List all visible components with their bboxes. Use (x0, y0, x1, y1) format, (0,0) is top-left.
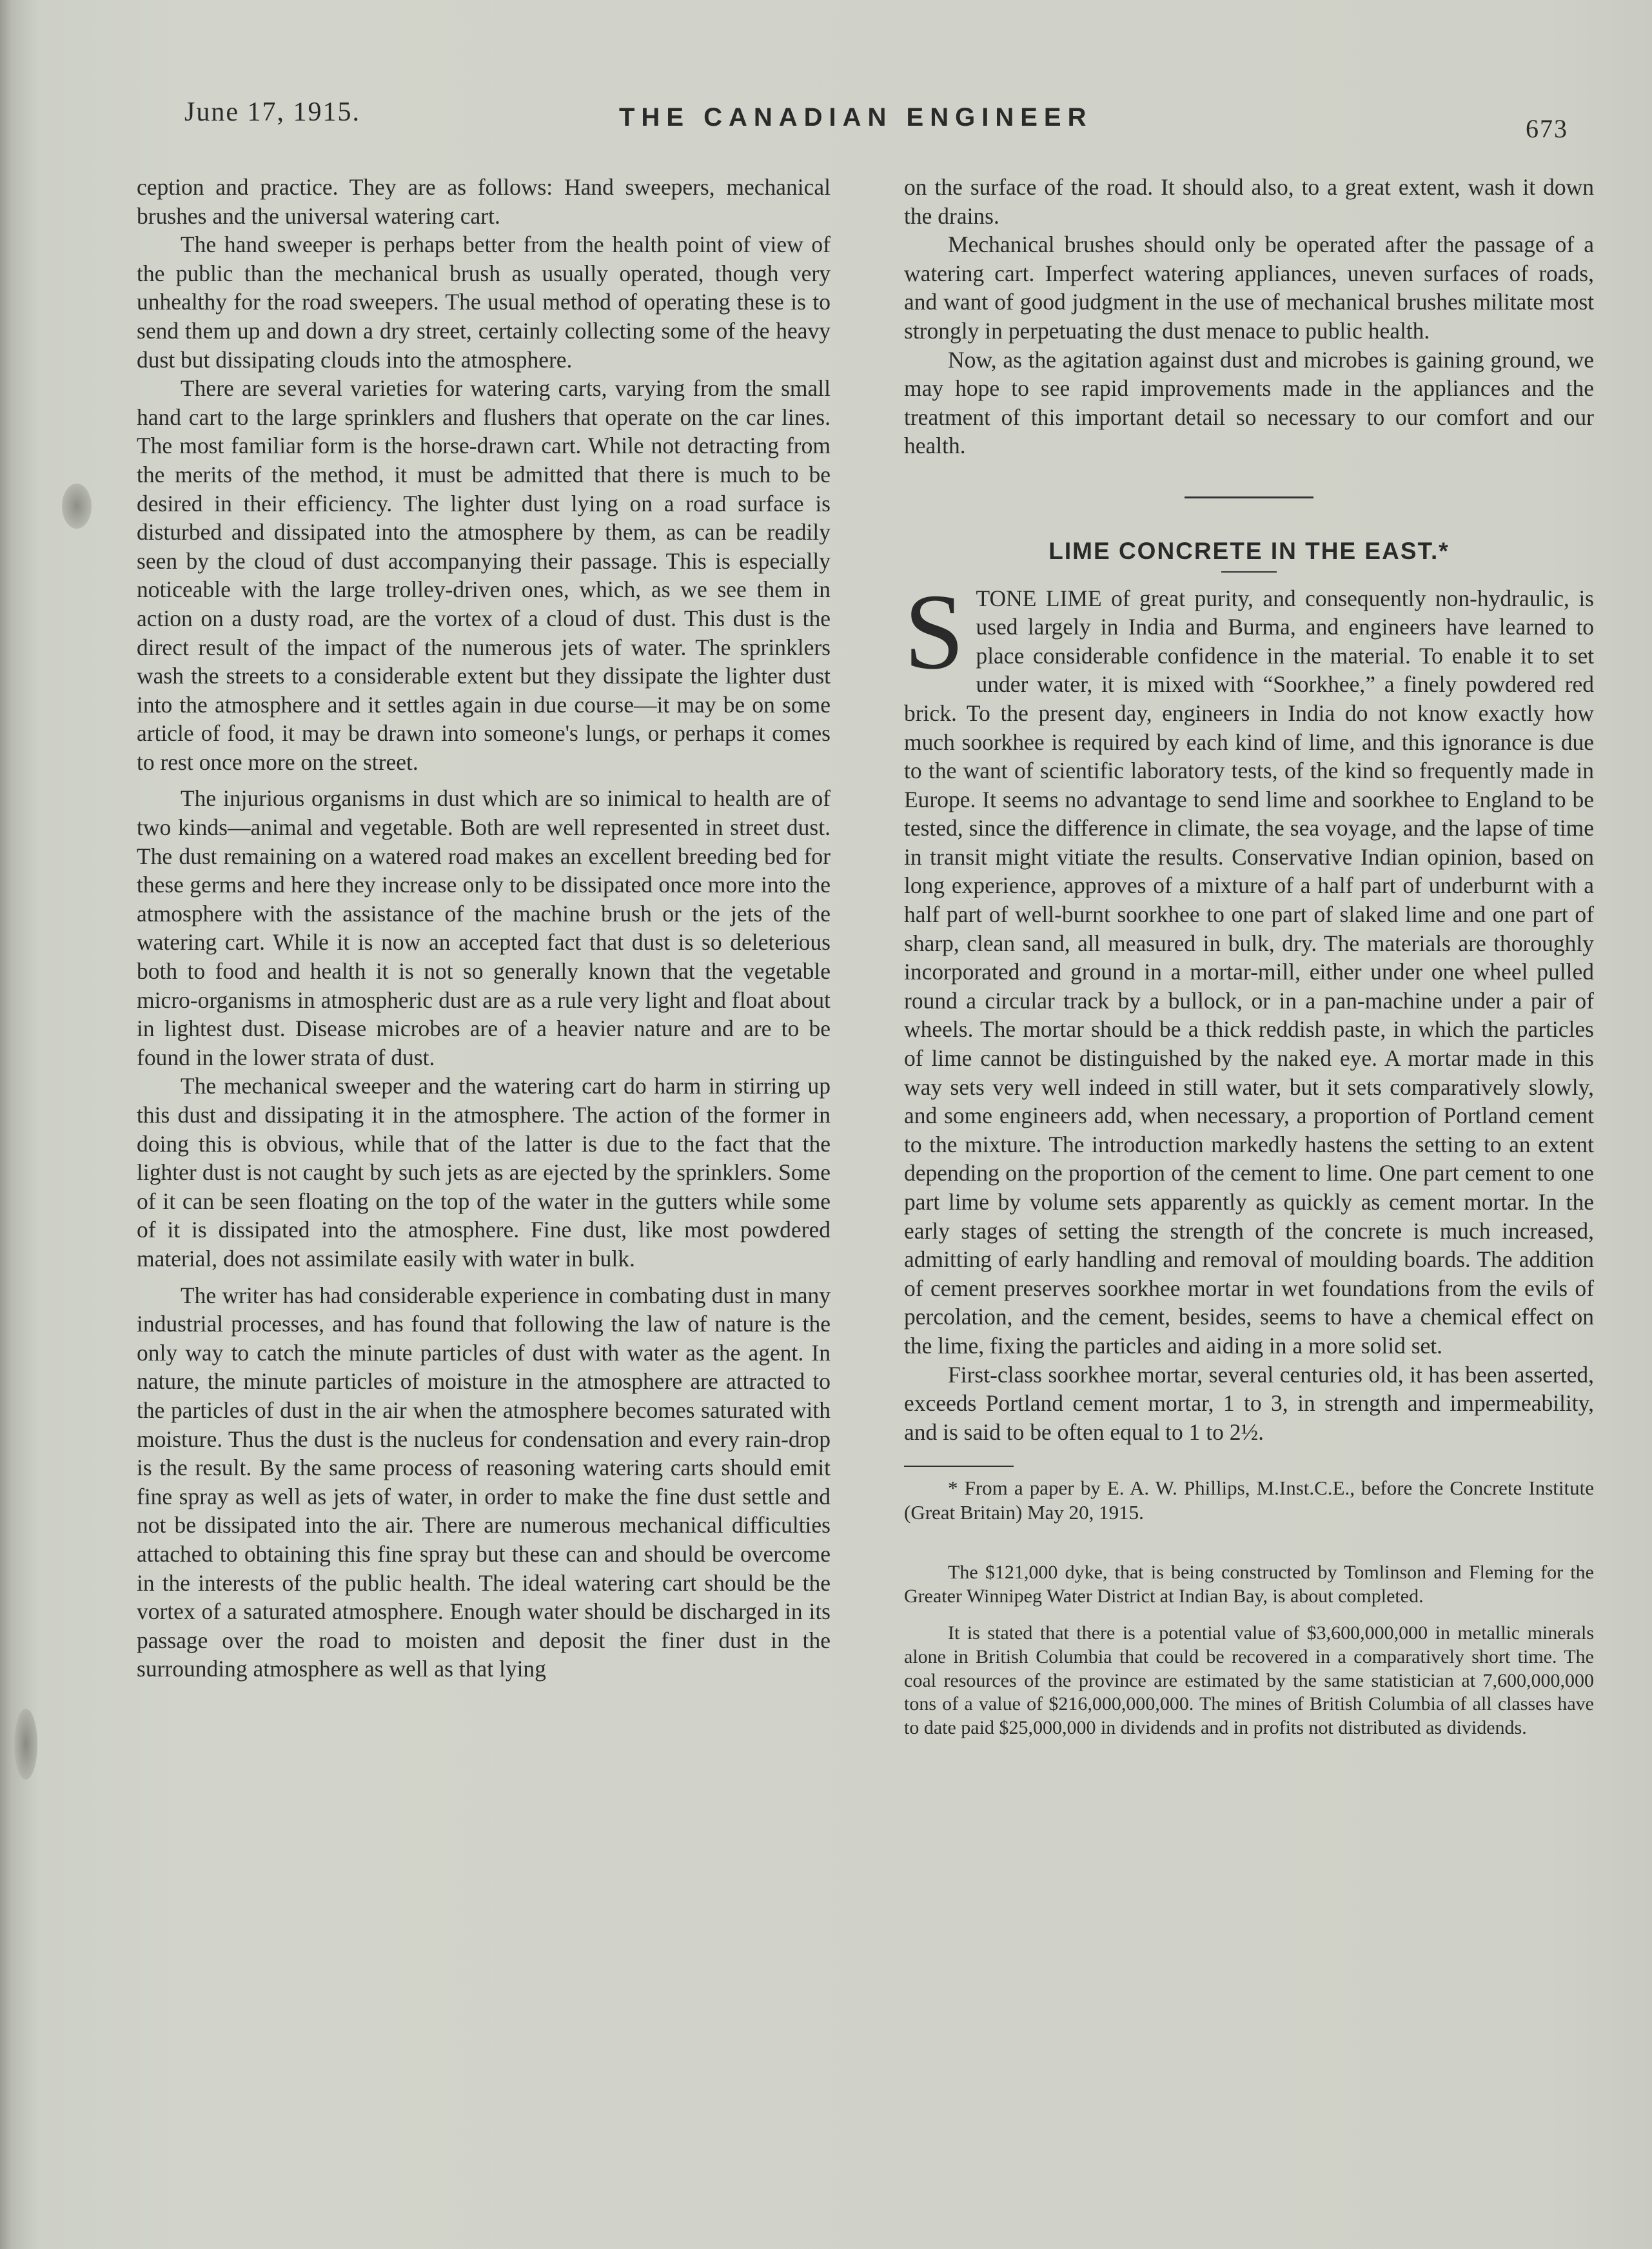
news-items (904, 1561, 1594, 1740)
paragraph: ception and practice. They are as follows: Hand sweepers, mechanical brushes and the universal watering cart. (137, 174, 831, 229)
title-underline (1221, 571, 1277, 573)
page-number: 673 (1526, 114, 1568, 143)
running-header (0, 90, 1652, 148)
drop-cap: S (904, 571, 965, 692)
paragraph: Now, as the agitation against dust and microbes is gaining ground, we may hope to see rapid improvements made in the appliances and the treatment of this important detail so necessary to our comfort and our health. (904, 346, 1594, 459)
binding-mark (62, 484, 92, 529)
paragraph (904, 571, 1594, 1360)
paragraph: First-class soorkhee mortar, several centuries old, it has been asserted, exceeds Portland cement mortar, 1 to 3, in strength and impermeability, and is said to be often equal to 1 to 2½. (904, 1361, 1594, 1445)
right-column (904, 173, 1594, 1740)
paragraph: on the surface of the road. It should also, to a great extent, wash it down the drains. (904, 174, 1594, 229)
journal-title: THE CANADIAN ENGINEER (619, 103, 1093, 132)
article-body (904, 571, 1594, 1447)
footnote-rule (904, 1466, 1014, 1467)
paragraph: The injurious organisms in dust which are so inimical to health are of two kinds—animal and vegetable. Both are well represented in street dust. The dust remaining on a watered road makes an excellent breeding bed for these germs and here they increase only to be dissipated once more into the atmosphere with the assistance of the machine brush or the jets of the watering cart. While it is now an accepted fact that dust is so deleterious both to food and health it is not so generally known that the vegetable micro-organisms in atmospheric dust are as a rule very light and float about in lightest dust. Disease microbes are of a heavier nature and are to be found in the lower strata of dust. (137, 785, 831, 1070)
paragraph-text: TONE LIME of great purity, and consequently non-hydraulic, is used largely in India and Burma, and engineers have learned to place considerable confidence in the material. To enable it to set under water, it is mixed with “Soorkhee,” a finely powdered red brick. To the present day, engineers in India do not know exactly how much soorkhee is required by each kind of lime, and this ignorance is due to the want of scientific laboratory tests, of the kind so frequently made in Europe. It seems no advantage to send lime and soorkhee to England to be tested, since the difference in climate, the sea voyage, and the lapse of time in transit might vitiate the results. Conservative Indian opinion, based on long experience, approves of a mixture of a half part of underburnt with a half part of well-burnt soorkhee to one part of slaked lime and one part of sharp, clean sand, all measured in bulk, dry. The materials are thoroughly incorporated and ground in a mortar-mill, either under one wheel pulled round a circular track by a bullock, or in a pan-machine under a pair of wheels. The mortar should be a thick reddish paste, in which the particles of lime cannot be distinguished by the naked eye. A mortar made in this way sets very well indeed in still water, but it sets comparatively slowly, and some engineers add, when necessary, a proportion of Portland cement to the mixture. The introduction markedly hastens the setting to an extent depending on the proportion of the cement to lime. One part cement to one part lime by volume sets apparently as quickly as cement mortar. In the early stages of setting the strength of the concrete is much increased, admitting of early handling and removal of moulding boards. The addition of cement preserves soorkhee mortar in wet foundations from the evils of percolation, and the cement, besides, seems to have a chemical effect on the lime, fixing the particles and aiding in a more solid set. (904, 585, 1594, 1359)
paragraph: Mechanical brushes should only be operated after the passage of a watering cart. Imperfect watering appliances, uneven surfaces of roads, and want of good judgment in the use of mechanical brushes militate most strongly in perpetuating the dust menace to public health. (904, 231, 1594, 344)
section-divider (1185, 496, 1313, 498)
paragraph: The hand sweeper is perhaps better from the health point of view of the public than the mechanical brush as usually operated, though very unhealthy for the road sweepers. The usual method of operating these is to send them up and down a dry street, certainly collecting some of the heavy dust but dissipating clouds into the atmosphere. (137, 231, 831, 373)
news-item: It is stated that there is a potential value of $3,600,000,000 in metallic minerals alone in British Columbia that could be recovered in a comparatively short time. The coal resources of the province are estimated by the same statistician at 7,600,000,000 tons of a value of $216,000,000,000. The mines of British Columbia of all classes have to date paid $25,000,000 in dividends and in profits not distributed as dividends. (904, 1622, 1594, 1739)
header-date: June 17, 1915. (184, 97, 360, 127)
paragraph: The mechanical sweeper and the watering cart do harm in stirring up this dust and dissipating it in the atmosphere. The action of the former in doing this is obvious, while that of the latter is due to the fact that the lighter dust is not caught by such jets as are ejected by the sprinklers. Some of it can be seen floating on the top of the water in the gutters while some of it is dissipated into the atmosphere. Fine dust, like most powdered material, does not assimilate easily with water in bulk. (137, 1073, 831, 1272)
paragraph: There are several varieties for watering carts, varying from the small hand cart to the large sprinklers and flushers that operate on the car lines. The most familiar form is the horse-drawn cart. While not detracting from the merits of the method, it must be admitted that there is much to be desired in their efficiency. The lighter dust lying on a road surface is disturbed and dissipated into the atmosphere by them, as can be readily seen by the cloud of dust accompanying their passage. This is especially noticeable with the large trolley-driven ones, which, as we see them in action on a dusty road, are the vortex of a cloud of dust. This dust is the direct result of the impact of the numerous jets of water. The sprinklers wash the streets to a considerable extent but they dissipate the lighter dust into the atmosphere and it settles again in due course—it may be on some article of food, it may be drawn into someone's lungs, or perhaps it comes to rest once more on the street. (137, 375, 831, 775)
left-column (137, 173, 831, 1684)
paragraph: The writer has had considerable experience in combating dust in many industrial processes, and has found that following the law of nature is the only way to catch the minute particles of dust with water as the agent. In nature, the minute particles of moisture in the atmosphere are attracted to the particles of dust in the air when the atmosphere becomes saturated with moisture. Thus the dust is the nucleus for condensation and every rain-drop is the result. By the same process of reasoning watering carts should emit fine spray as well as jets of water, in order to make the fine dust settle and not be dissipated into the air. There are numerous mechanical difficulties attached to obtaining this fine spray but these can and should be overcome in the interests of the public health. The ideal watering cart should be the vortex of a saturated atmosphere. Enough water should be discharged in its passage over the road to moisten and deposit the finer dust in the surrounding atmosphere as well as that lying (137, 1282, 831, 1682)
binding-mark (14, 1709, 37, 1780)
news-item: The $121,000 dyke, that is being constructed by Tomlinson and Fleming for the Greater Winnipeg Water District at Indian Bay, is about completed. (904, 1562, 1594, 1607)
footnote: * From a paper by E. A. W. Phillips, M.Inst.C.E., before the Concrete Institute (Great Britain) May 20, 1915. (904, 1477, 1594, 1524)
article-title: LIME CONCRETE IN THE EAST.* (1048, 537, 1450, 564)
